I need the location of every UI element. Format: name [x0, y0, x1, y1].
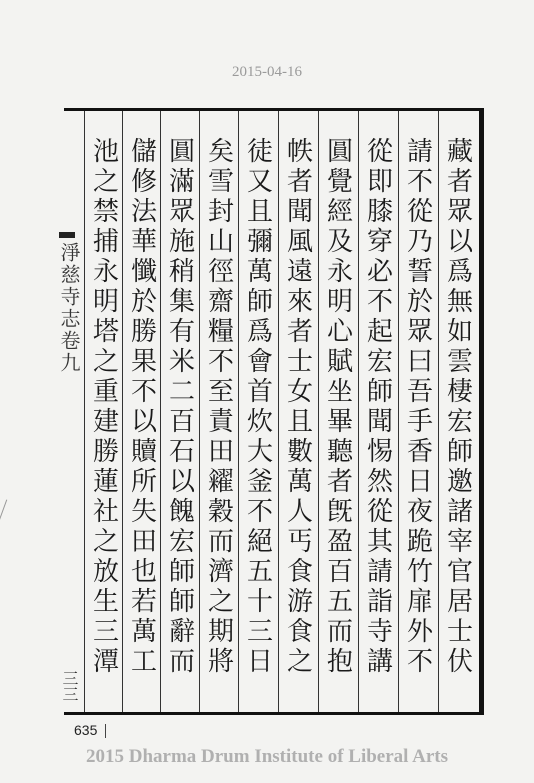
- spine-margin: [58, 232, 80, 702]
- text-column-6: [238, 111, 276, 712]
- text-column-5: [278, 111, 316, 712]
- column-text: 儲修法華懺於勝果不以贖所失田也若萬工: [126, 137, 157, 677]
- text-column-8: [160, 111, 198, 712]
- page-number-text: 635: [74, 722, 98, 738]
- column-text: 池之禁捕永明塔之重建勝蓮社之放生三潭: [88, 137, 119, 677]
- column-text: 圓覺經及永明心賦坐畢聽者旣盈百五而抱: [322, 137, 353, 677]
- page-number: [74, 722, 106, 738]
- spine-folio: 三三: [60, 670, 79, 702]
- column-text: 帙者聞風遠來者士女且數萬人丐食游食之: [282, 137, 313, 677]
- text-column-10: [84, 111, 122, 712]
- text-column-7: [199, 111, 237, 712]
- text-column-3: [358, 111, 396, 712]
- date-watermark: 2015-04-16: [232, 64, 302, 80]
- fishtail-mark: [59, 232, 75, 238]
- text-column-4: [318, 111, 356, 712]
- column-text: 圓滿眾施稍集有米二百石以餽宏師師辭而: [164, 137, 195, 677]
- column-text: 徒又且彌萬師爲會首炊大釜不絕五十三日: [242, 137, 273, 677]
- column-text: 矣雪封山徑齋糧不至責田糴穀而濟之期將: [203, 137, 234, 677]
- scan-edge-mark: [0, 500, 13, 525]
- text-column-1: [438, 111, 476, 712]
- column-text: 藏者眾以爲無如雲棲宏師邀諸宰官居士伏: [442, 137, 473, 677]
- spine-title: 淨慈寺志卷九: [57, 242, 81, 374]
- footer-watermark: 2015 Dharma Drum Institute of Liberal Arts: [85, 746, 449, 767]
- tick-mark: [105, 724, 106, 738]
- column-text: 請不從乃誓於眾曰吾手香日夜跪竹扉外不: [402, 137, 433, 677]
- text-column-2: [398, 111, 436, 712]
- text-column-9: [122, 111, 160, 712]
- column-text: 從即膝穿必不起宏師聞惕然從其請詣寺講: [362, 137, 393, 677]
